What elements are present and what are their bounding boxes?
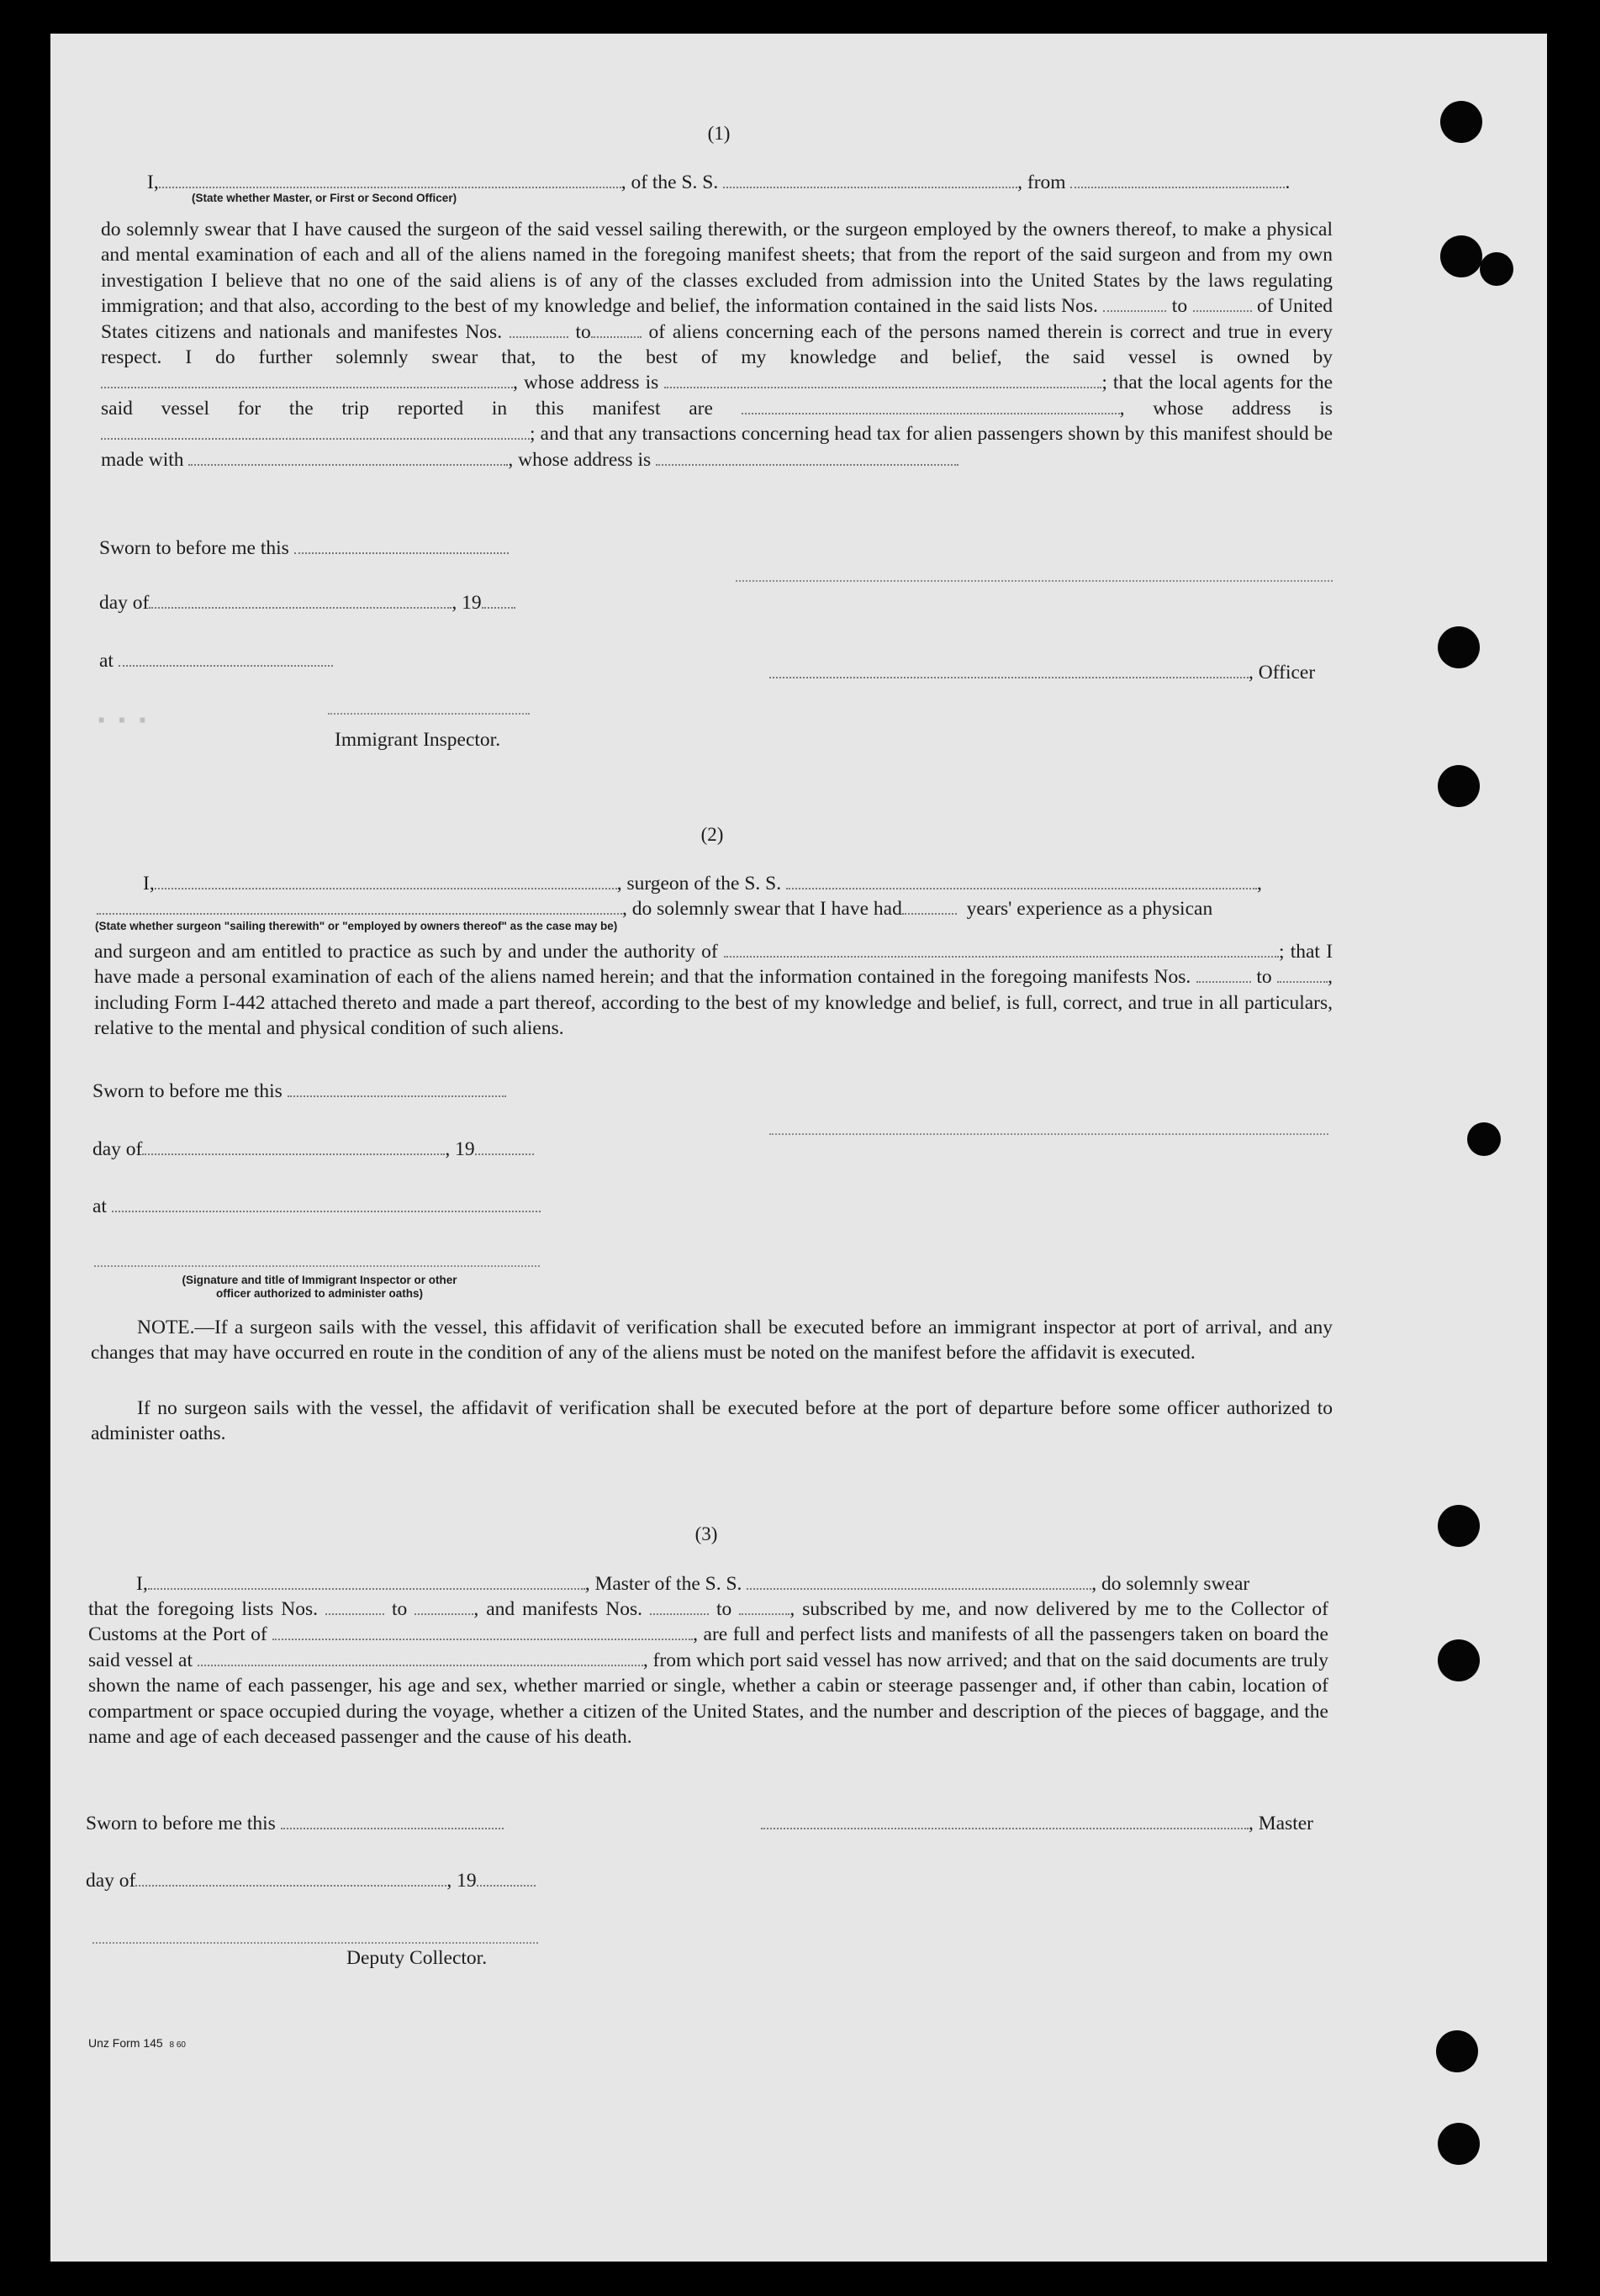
section-3-line-1: I, , Master of the S. S. , do solemnly swear <box>136 1573 1250 1595</box>
surgeon-name-field[interactable] <box>155 873 617 889</box>
section-3-day-line: day of , 19 <box>86 1868 536 1893</box>
section-2-day-line: day of , 19 <box>92 1137 534 1162</box>
punch-hole <box>1480 252 1513 286</box>
surgeon-status-note: (State whether surgeon "sailing therewith" or "employed by owners thereof" as the case may be) <box>95 920 618 932</box>
vessel-name-field-3[interactable] <box>747 1573 1091 1590</box>
officer-rank-note: (State whether Master, or First or Second Officer) <box>192 192 457 204</box>
agents-address-field[interactable] <box>101 423 530 440</box>
punch-hole <box>1440 101 1482 143</box>
head-tax-contact-field[interactable] <box>188 449 508 466</box>
collector-signature-line[interactable] <box>92 1942 538 1944</box>
note-paragraph-2: If no surgeon sails with the vessel, the affidavit of verification shall be executed before at the port of departure before some officer authorized to administer oaths. <box>91 1397 1333 1445</box>
section-2-sworn-line: Sworn to before me this <box>92 1079 506 1104</box>
port-field[interactable] <box>272 1623 693 1640</box>
punch-hole <box>1438 1505 1480 1547</box>
section-1-heading: (1) <box>707 123 731 144</box>
section-1-at-line: at <box>99 648 333 673</box>
punch-hole <box>1438 626 1480 668</box>
note-paragraph-1: NOTE.—If a surgeon sails with the vessel, this affidavit of verification shall be executed before an immigrant inspector at port of arrival, and any changes that may have occurred en route in the condition of any of the aliens must be noted on the manifest before the affidavit is executed. <box>91 1317 1333 1364</box>
section-2-at-line: at <box>92 1194 541 1219</box>
surgeon-day-field[interactable] <box>142 1138 445 1155</box>
master-sworn-date-field[interactable] <box>281 1813 504 1829</box>
immigrant-inspector-label: Immigrant Inspector. <box>335 729 501 751</box>
section-3-oath-paragraph: that the foregoing lists Nos. to , and manifests Nos. to , subscribed by me, and now delivered by me to the Collector of Customs at the Port of , are full and perfect lists and manifests of all the passengers taken on board the said vessel at , from which port said vessel has now arrived; and that on the said documents are truly shown the name of each passenger, his age and sex, whether married or single, whether a cabin or steerage passenger and, if other than cabin, location of compartment or space occupied during the voyage, whether a citizen of the United States, and the number and description of the pieces of baggage, and the name and age of each deceased passenger and the cause of his death. <box>88 1598 1328 1749</box>
administering-officer-signature-line[interactable] <box>94 1265 540 1267</box>
section-1-line-1: I, , of the S. S. , from . <box>147 172 1291 193</box>
master-name-field-3[interactable] <box>148 1573 585 1590</box>
owner-field[interactable] <box>101 372 513 388</box>
vessel-name-field[interactable] <box>723 172 1017 188</box>
day-field[interactable] <box>149 592 451 609</box>
section-3-master-line: , Master <box>761 1811 1313 1836</box>
section-2-oath-paragraph: and surgeon and am entitled to practice as such by and under the authority of ; that I have made a personal examination of each of the aliens named herein; and that the information contained in the foregoing manifests Nos. to , including Form I-442 attached thereto and made a part thereof, according to the best of my knowledge and belief, is full, correct, and true in all particulars, relative to the mental and physical condition of such aliens. <box>94 941 1333 1040</box>
master-day-field[interactable] <box>135 1870 446 1887</box>
faint-stamp: · · · <box>97 702 150 739</box>
section-1-oath-paragraph: do solemnly swear that I have caused the surgeon of the said vessel sailing therewith, or the surgeon employed by the owners thereof, to make a physical and mental examination of each and all of the aliens named in the foregoing manifest sheets; that from the report of the said surgeon and from my own investigation I believe that no one of the said aliens is of any of the classes excluded from admission into the United States by the laws regulating immigration; and that also, according to the best of my knowledge and belief, the information contained in the said lists Nos. to of United States citizens and nationals and manifestes Nos. to of aliens concerning each of the persons named therein is correct and true in every respect. I do further solemnly swear that, to the best of my knowledge and belief, the said vessel is owned by , whose address is ; that the local agents for the said vessel for the trip reported in this manifest are , whose address is ; and that any transactions concerning head tax for alien passengers shown by this manifest should be made with , whose address is <box>101 219 1333 471</box>
deputy-collector-label: Deputy Collector. <box>346 1947 488 1969</box>
surgeon-sworn-date-field[interactable] <box>288 1080 506 1097</box>
punch-hole <box>1440 235 1482 277</box>
lists-to-field[interactable] <box>1193 295 1252 312</box>
owner-address-field[interactable] <box>664 372 1101 388</box>
years-experience-field[interactable] <box>902 898 957 915</box>
year-field[interactable] <box>482 592 515 609</box>
punch-hole <box>1467 1122 1501 1156</box>
punch-hole <box>1438 765 1480 807</box>
manifests-to-field[interactable] <box>591 321 642 338</box>
authority-field[interactable] <box>724 941 1279 958</box>
section-1-sworn-line: Sworn to before me this <box>99 536 509 561</box>
form-number: Unz Form 145 8 60 <box>88 2036 186 2050</box>
master-manifests-to-field[interactable] <box>739 1598 789 1615</box>
surgeon-manifests-to-field[interactable] <box>1277 966 1328 983</box>
embarkation-port-field[interactable] <box>198 1649 643 1666</box>
master-year-field[interactable] <box>477 1870 536 1887</box>
surgeon-signature-line[interactable] <box>769 1133 1328 1135</box>
master-signature-field[interactable] <box>761 1813 1249 1829</box>
surgeon-year-field[interactable] <box>475 1138 534 1155</box>
master-name-field[interactable] <box>159 172 621 188</box>
section-2-line-1: I, , surgeon of the S. S. , <box>143 873 1262 895</box>
section-3-sworn-line: Sworn to before me this <box>86 1811 504 1836</box>
inspector-signature-line[interactable] <box>328 713 530 715</box>
punch-hole <box>1436 2030 1478 2072</box>
section-2-heading: (2) <box>700 824 724 845</box>
punch-hole <box>1438 2123 1480 2165</box>
place-field[interactable] <box>119 650 333 667</box>
master-signature-line[interactable] <box>736 580 1333 582</box>
section-3-heading: (3) <box>694 1523 718 1544</box>
master-lists-to-field[interactable] <box>415 1598 473 1615</box>
surgeon-place-field[interactable] <box>112 1196 541 1212</box>
surgeon-manifests-from-field[interactable] <box>1196 966 1251 983</box>
signature-title-note: (Signature and title of Immigrant Inspector or other officer authorized to administer oaths) <box>182 1274 457 1300</box>
sworn-date-field[interactable] <box>294 537 509 554</box>
manifests-from-field[interactable] <box>510 321 568 338</box>
origin-port-field[interactable] <box>1070 172 1285 188</box>
master-lists-from-field[interactable] <box>325 1598 384 1615</box>
punch-hole <box>1438 1639 1480 1681</box>
surgeon-vessel-field[interactable] <box>786 873 1257 889</box>
section-2-line-2: , do solemnly swear that I have had years' experience as a physican <box>97 896 1212 921</box>
surgeon-status-field[interactable] <box>97 898 622 915</box>
head-tax-address-field[interactable] <box>656 449 958 466</box>
master-manifests-from-field[interactable] <box>650 1598 709 1615</box>
lists-from-field[interactable] <box>1103 295 1166 312</box>
section-1-day-line: day of , 19 <box>99 590 515 615</box>
officer-signature-field[interactable] <box>769 662 1249 678</box>
section-1-officer-line: , Officer <box>769 660 1315 685</box>
agents-field[interactable] <box>742 398 1120 414</box>
